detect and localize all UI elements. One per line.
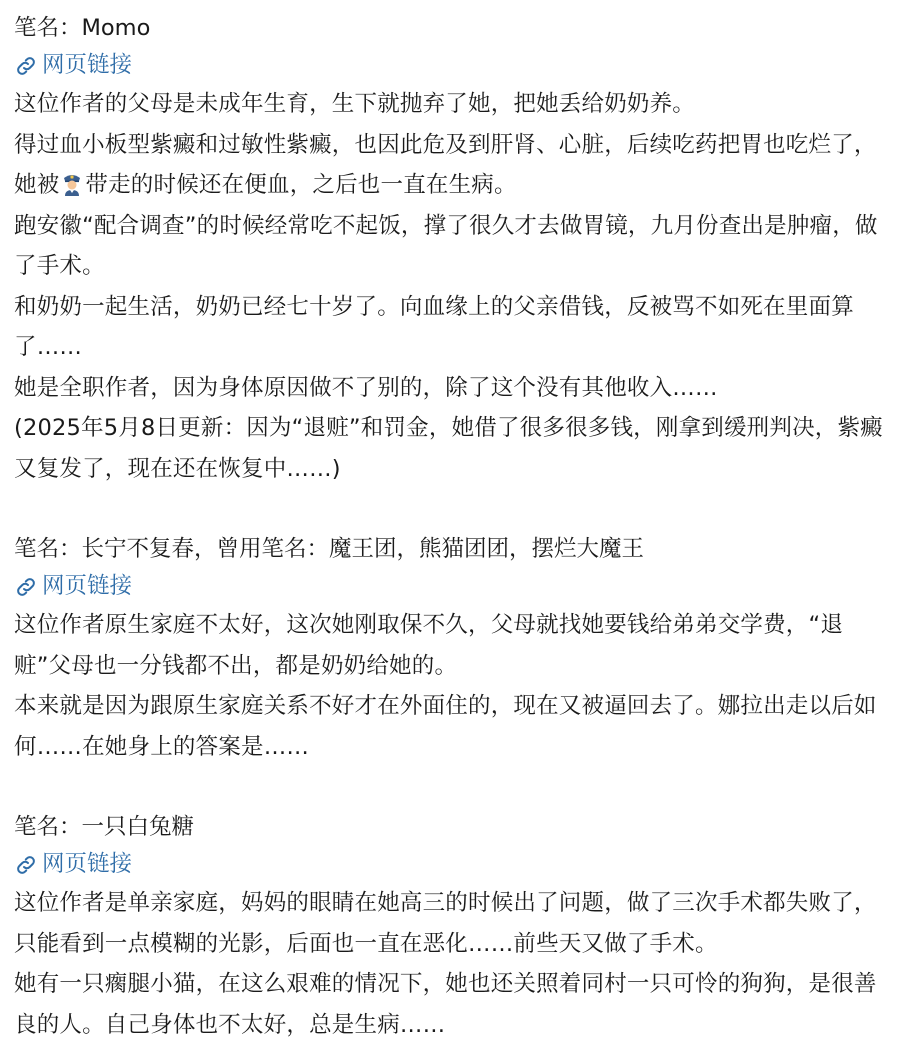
- paragraph: 这位作者是单亲家庭，妈妈的眼睛在她高三的时候出了问题，做了三次手术都失败了，只能看到一点模糊的光影，后面也一直在恶化……前些天又做了手术。: [14, 890, 877, 957]
- paragraph: 本来就是因为跟原生家庭关系不好才在外面住的，现在又被逼回去了。娜拉出走以后如何……在她身上的答案是……: [14, 693, 877, 760]
- author-section-baitutang: [14, 809, 894, 1045]
- paragraph: 跑安徽“配合调查”的时候经常吃不起饭，撑了很久才去做胃镜，九月份查出是肿瘤，做了手术。: [14, 212, 878, 279]
- paragraph: 这位作者的父母是未成年生育，生下就抛弃了她，把她丢给奶奶养。: [14, 91, 696, 117]
- author-section-changning: [14, 531, 894, 767]
- link-icon: [14, 853, 38, 877]
- paragraph: 她是全职作者，因为身体原因做不了别的，除了这个没有其他收入……: [14, 374, 718, 401]
- paragraph: 这位作者原生家庭不太好，这次她刚取保不久，父母就找她要钱给弟弟交学费，“退赃”父母也一分钱都不出，都是奶奶给她的。: [14, 612, 844, 679]
- paragraph-text-after: 带走的时候还在便血，之后也一直在生病。: [85, 172, 517, 198]
- web-link[interactable]: [14, 47, 894, 84]
- web-link[interactable]: [14, 846, 894, 883]
- web-link-label: 网页链接: [42, 851, 133, 877]
- author-section-momo: [14, 10, 894, 489]
- paragraph: (2025年5月8日更新：因为“退赃”和罚金，她借了很多很多钱，刚拿到缓刑判决，紫癜又复发了，现在还在恢复中……): [14, 415, 883, 482]
- paragraph: 她有一只瘸腿小猫，在这么艰难的情况下，她也还关照着同村一只可怜的狗狗，是很善良的人。自己身体也不太好，总是生病……: [14, 971, 877, 1038]
- link-icon: [14, 54, 38, 78]
- web-link-label: 网页链接: [42, 52, 133, 78]
- web-link-label: 网页链接: [42, 573, 133, 599]
- paragraph-with-emoji: [14, 125, 894, 206]
- police-officer-emoji-icon: [61, 169, 83, 193]
- author-pen-name: 笔名：Momo: [14, 15, 151, 41]
- link-icon: [14, 575, 38, 599]
- web-link[interactable]: [14, 568, 894, 605]
- author-pen-name: 笔名：长宁不复春，曾用笔名：魔王团，熊猫团团，摆烂大魔王: [14, 536, 645, 562]
- author-pen-name: 笔名：一只白兔糖: [14, 814, 195, 840]
- paragraph: 和奶奶一起生活，奶奶已经七十岁了。向血缘上的父亲借钱，反被骂不如死在里面算了……: [14, 293, 854, 360]
- paragraph-text-before: 得过血小板型紫癜和过敏性紫癜，也因此危及到肝肾、心脏，后续吃药把胃也吃烂了，她被: [14, 131, 877, 198]
